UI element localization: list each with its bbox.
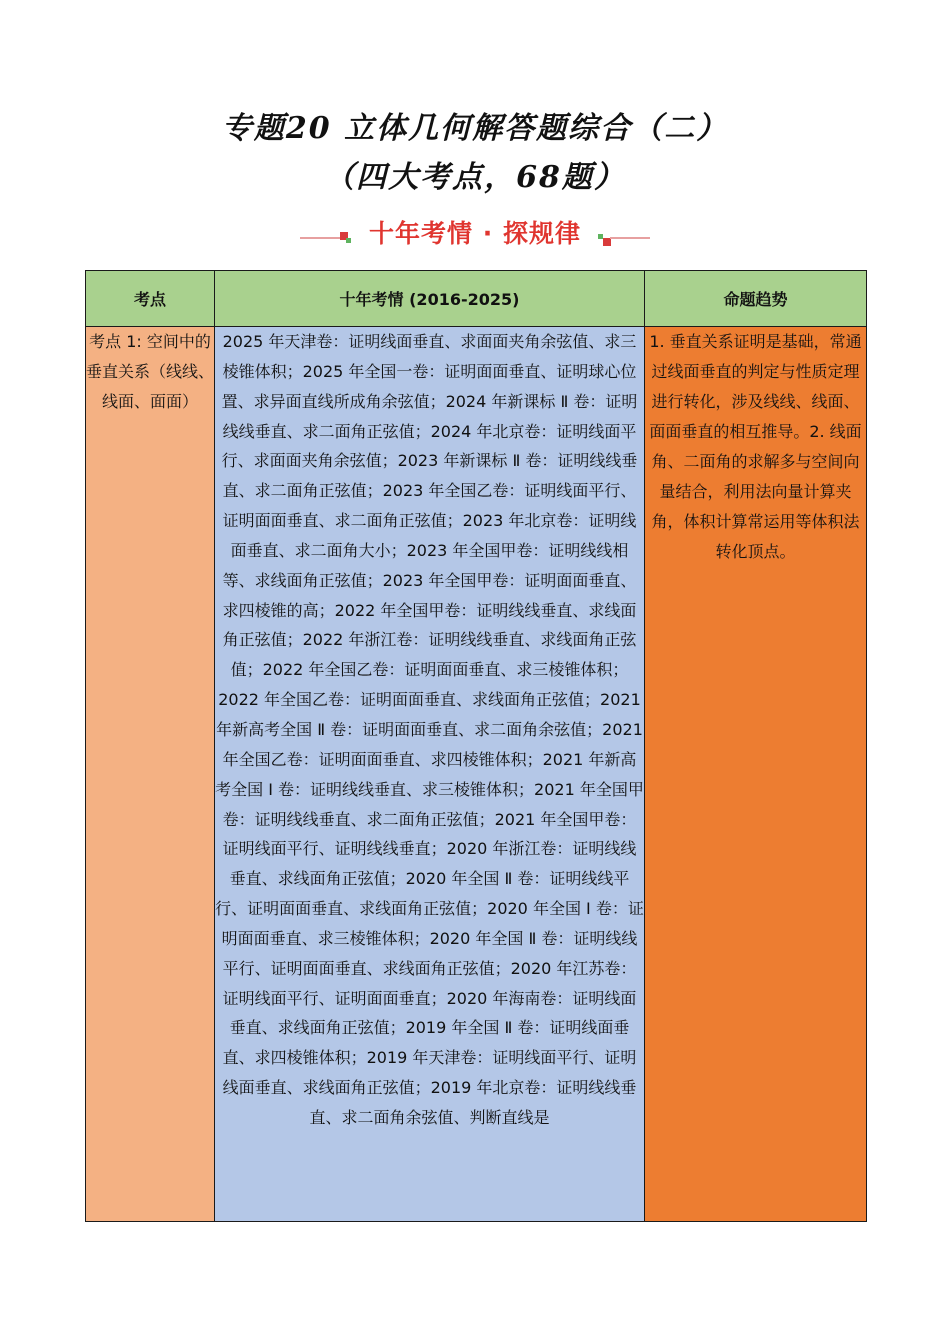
topic-cell <box>86 327 215 1222</box>
banner-rule-right <box>610 237 650 239</box>
table-row <box>86 327 867 1222</box>
header-topic: 考点 <box>86 271 215 327</box>
header-history: 十年考情 (2016-2025) <box>215 271 645 327</box>
section-banner <box>0 210 950 250</box>
page-title-line-2: （四大考点，68题） <box>324 160 626 195</box>
history-cell <box>215 327 645 1222</box>
banner-title: 十年考情 · 探规律 <box>369 219 581 248</box>
trend-text: 1. 垂直关系证明是基础，常通过线面垂直的判定与性质定理进行转化，涉及线线、线面、面面垂直的相互推导。2. 线面角、二面角的求解多与空间向量结合，利用法向量计算夹角，体积计算常运用等体积法转化顶点。 <box>649 332 862 561</box>
trend-cell <box>645 327 867 1222</box>
history-text: 2025 年天津卷：证明线面垂直、求面面夹角余弦值、求三棱锥体积；2025 年全国一卷：证明面面垂直、证明球心位置、求异面直线所成角余弦值；2024 年新课标 Ⅱ 卷：证明线线垂直、求二面角正弦值；2024 年北京卷：证明线面平行、求面面夹角余弦值；2023 年新课标 Ⅱ 卷：证明线线垂直、求二面角正弦值；2023 年全国乙卷：证明线面平行、证明面面垂直、求二面角正弦值；2023 年北京卷：证明线面垂直、求二面角大小；2023 年全国甲卷：证明线线相等、求线面角正弦值；2023 年全国甲卷：证明面面垂直、求四棱锥的高；2022 年全国甲卷：证明线线垂直、求线面角正弦值；2022 年浙江卷：证明线线垂直、求线面角正弦值；2022 年全国乙卷：证明面面垂直、求三棱锥体积；2022 年全国乙卷：证明面面垂直、求线面角正弦值；2021 年新高考全国 Ⅱ 卷：证明面面垂直、求二面角余弦值；2021 年全国乙卷：证明面面垂直、求四棱锥体积；2021 年新高考全国 Ⅰ 卷：证明线线垂直、求三棱锥体积；2021 年全国甲卷：证明线线垂直、求二面角正弦值；2021 年全国甲卷：证明线面平行、证明线线垂直；2020 年浙江卷：证明线线垂直、求线面角正弦值；2020 年全国 Ⅱ 卷：证明线线平行、证明面面垂直、求线面角正弦值；2020 年全国 Ⅰ 卷：证明面面垂直、求三棱锥体积；2020 年全国 Ⅱ 卷：证明线线平行、证明面面垂直、求线面角正弦值；2020 年江苏卷：证明线面平行、证明面面垂直；2020 年海南卷：证明线面垂直、求线面角正弦值；2019 年全国 Ⅱ 卷：证明线面垂直、求四棱锥体积；2019 年天津卷：证明线面平行、证明线面垂直、求线面角正弦值；2019 年北京卷：证明线线垂直、求二面角余弦值、判断直线是 <box>215 332 644 1127</box>
topic-text: 考点 1: 空间中的垂直关系（线线、线面、面面） <box>86 332 215 411</box>
table-header-row <box>86 271 867 327</box>
page-title-line-1: 专题20 立体几何解答题综合（二） <box>221 111 729 146</box>
banner-square-icon <box>603 238 611 246</box>
exam-analysis-table <box>85 270 867 1222</box>
header-trend: 命题趋势 <box>645 271 867 327</box>
